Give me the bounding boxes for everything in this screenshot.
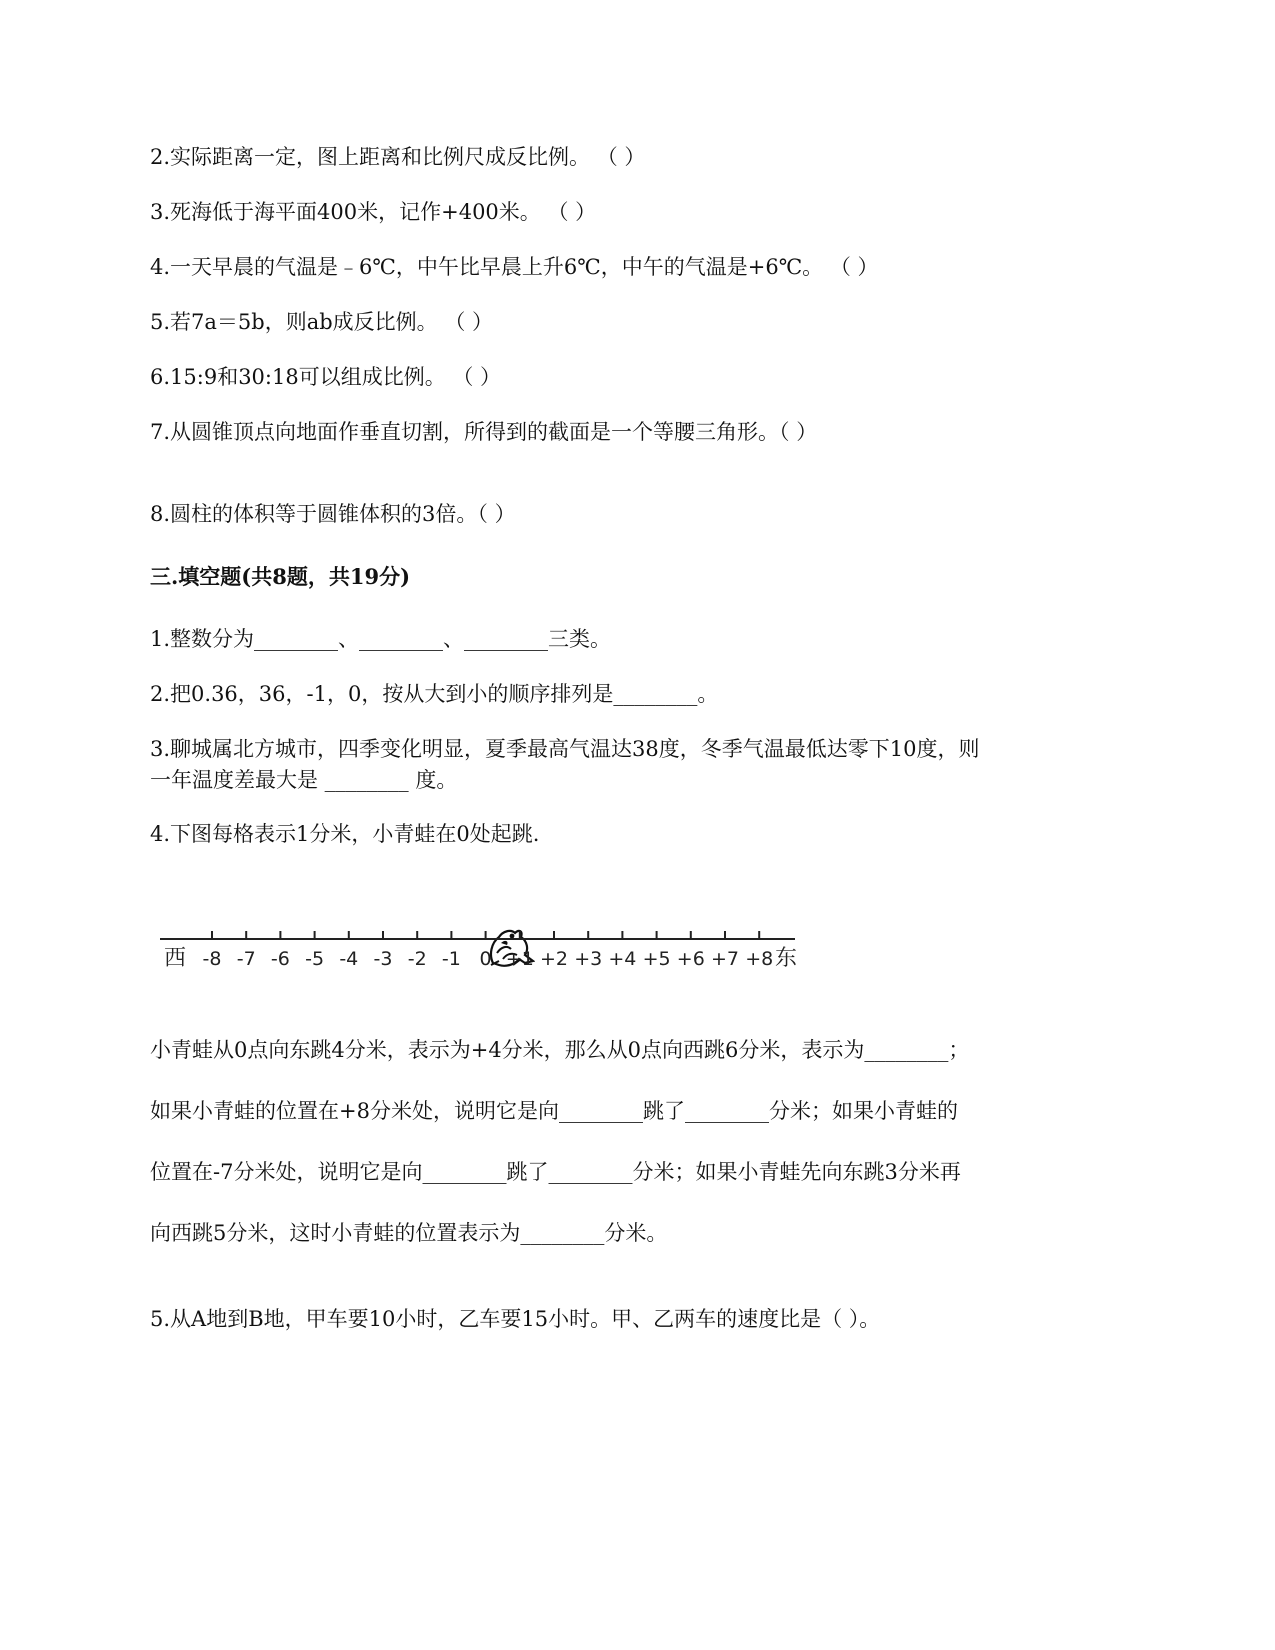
- judge-question-3: 3.死海低于海平面400米，记作+400米。 （ ）: [150, 200, 597, 224]
- number-line-tick-label: -5: [305, 948, 325, 970]
- fill-question-3-line-1: 3.聊城属北方城市，四季变化明显，夏季最高气温达38度，冬季气温最低达零下10度，则: [150, 737, 980, 761]
- fill-question-1: 1.整数分为________、________、________三类。: [150, 627, 612, 651]
- number-line-tick-label: -1: [441, 948, 461, 970]
- number-line-tick-label: -2: [407, 948, 427, 970]
- number-line-tick-label: -3: [373, 948, 393, 970]
- fill-question-4-part-1: 小青蛙从0点向东跳4分米，表示为+4分米，那么从0点向西跳6分米，表示为________；: [150, 1038, 970, 1062]
- judge-question-6: 6.15:9和30:18可以组成比例。 （ ）: [150, 365, 502, 389]
- number-line-tick-label: 0: [479, 948, 492, 970]
- number-line-tick-label: +2: [539, 948, 569, 970]
- number-line-tick-label: +4: [608, 948, 637, 970]
- number-line-tick-label: -8: [202, 948, 222, 970]
- judge-question-4: 4.一天早晨的气温是﹣6℃，中午比早晨上升6℃，中午的气温是+6℃。 （ ）: [150, 255, 879, 279]
- east-label: 东: [775, 946, 798, 971]
- judge-question-7: 7.从圆锥顶点向地面作垂直切割，所得到的截面是一个等腰三角形。（ ）: [150, 420, 818, 444]
- fill-question-4-part-2: 如果小青蛙的位置在+8分米处，说明它是向________跳了________分米；如果小青蛙的: [150, 1099, 958, 1123]
- fill-question-3-line-2: 一年温度差最大是 ________ 度。: [150, 768, 458, 792]
- west-label: 西: [164, 946, 187, 971]
- fill-question-4-part-4: 向西跳5分米，这时小青蛙的位置表示为________分米。: [150, 1221, 668, 1245]
- number-line-tick-label: +1: [505, 948, 534, 970]
- judge-question-2: 2.实际距离一定，图上距离和比例尺成反比例。 （ ）: [150, 145, 646, 169]
- fill-question-4-part-3: 位置在-7分米处，说明它是向________跳了________分米；如果小青蛙先向东跳3分米再: [150, 1160, 961, 1184]
- section-heading: 三.填空题(共8题，共19分): [150, 564, 411, 589]
- number-line-tick-label: +6: [676, 948, 705, 970]
- number-line-tick-label: +8: [745, 948, 774, 970]
- fill-question-4-intro: 4.下图每格表示1分米，小青蛙在0处起跳.: [150, 822, 540, 846]
- number-line-tick-label: -7: [236, 948, 256, 970]
- judge-question-5: 5.若7a＝5b，则ab成反比例。 （ ）: [150, 310, 494, 334]
- number-line-tick-label: -6: [270, 948, 290, 970]
- number-line-tick-label: +5: [642, 948, 671, 970]
- number-line-tick-label: +3: [574, 948, 603, 970]
- number-line-tick-label: -4: [339, 948, 359, 970]
- number-line-tick-label: +7: [710, 948, 740, 970]
- fill-question-2: 2.把0.36，36，-1，0，按从大到小的顺序排列是________。: [150, 682, 719, 706]
- fill-question-5: 5.从A地到B地，甲车要10小时，乙车要15小时。甲、乙两车的速度比是（ ）。: [150, 1307, 881, 1331]
- number-line: [160, 925, 840, 1015]
- judge-question-8: 8.圆柱的体积等于圆锥体积的3倍。（ ）: [150, 502, 516, 526]
